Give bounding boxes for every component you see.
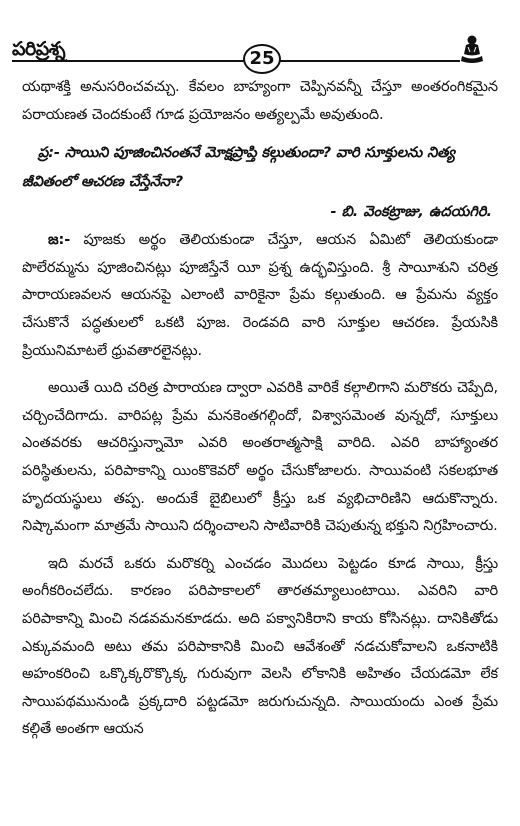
answer-label: జ:-: [48, 232, 71, 249]
answer-paragraph-1-text: పూజకు అర్థం తెలియకుండా చేస్తూ, ఆయన ఏమిటో తెలియకుండా పొలేరమ్మను పూజించినట్లు పూజిస్తేనే యీ ప్రశ్న ఉద్భవిస్తుంది. శ్రీ సాయీశుని చరిత్ర పారాయణవలన ఆయనపై ఎలాంటి వారికైనా ప్రేమ కల్గుతుంది. ఆ ప్రేమను వ్యక్తం చేసుకొనే పద్ధతులలో ఒకటి పూజ. రెండవది వారి సూక్తుల ఆచరణ. ప్రేయసికి ప్రియునిమాటలే ధ్రువతారలైనట్లు.: [22, 232, 498, 359]
page-number: 25: [243, 44, 281, 74]
answer-paragraph-2: అయితే యిది చరిత్ర పారాయణ ద్వారా ఎవరికి వారికే కల్గాలిగాని మరొకరు చెప్పేది, చర్చించేదిగాదు. వారిపట్ల ప్రేమ మనకెంతగల్గిందో, విశ్వాసమెంత వున్నదో, సూక్తులు ఎంతవరకు ఆచరిస్తున్నామో ఎవరి అంతరాత్మసాక్షి వారిది. ఎవరి బాహ్యాంతర పరిస్థితులను, పరిపాకాన్ని యింకొకెవరో అర్థం చేసుకోజాలరు. సాయివంటి సకలభూత హృదయస్థులు తప్ప. అందుకే బైబిలులో క్రీస్తు ఒక వ్యభిచారిణిని ఆదుకొన్నారు. నిష్కామంగా మాత్రమే సాయిని దర్శించాలని సాటివారికి చెపుతున్న భక్తుని నిగ్రహించారు.: [22, 380, 498, 535]
question-attribution: - బి. వెంకట్రాజు, ఉదయగిరి.: [330, 204, 492, 221]
answer-paragraph-3: ఇది మరచే ఒకరు మరొకర్ని ఎంచడం మొదలు పెట్టడం కూడ సాయి, క్రీస్తు అంగీకరించలేదు. కారణం పరిపాకాలలో తారతమ్యాలుంటాయి. ఎవరిని వారి పరిపాకాన్ని మించి నడవమనకూడదు. అది పక్వానికిరాని కాయ కోసినట్లు. దానికితోడు ఎక్కువమంది అటు తమ పరిపాకానికి మించి ఆవేశంతో నడచుకోవాలని ఒకనాటికి అహంకరించి ఒక్కొక్కరొక్కొక్క గురువుగా వెలసి లోకానికి అహితం చేయడమో లేక సాయిపథమునుండి ప్రక్కదారి పట్టడమో జరుగుచున్నది. సాయియందు ఎంత ప్రేమ కల్గితే అంతగా ఆయన: [22, 555, 498, 738]
body-paragraph-intro: యథాశక్తి అనుసరించవచ్చు. కేవలం బాహ్యంగా చెప్పినవన్నీ చేస్తూ అంతరంగికమైన పరాయణత చెందకుంటే గూడ ప్రయోజనం అత్యల్పమే అవుతుంది.: [22, 79, 498, 123]
sai-baba-emblem-icon: [458, 34, 486, 66]
page-body: [22, 74, 498, 744]
running-title: పరిప్రశ్న: [12, 38, 66, 60]
answer-paragraph-1: [22, 227, 498, 365]
page-header: [0, 0, 520, 72]
question-text: ప్ర:- సాయిని పూజించినంతనే మోక్షప్రాప్తి కల్గుతుందా? వారి సూక్తులను నిత్య జీవితంలో ఆచరణ చేస్తేనేనా?: [22, 145, 455, 191]
header-rule-left: [12, 60, 245, 62]
header-rule-right: [280, 60, 460, 62]
